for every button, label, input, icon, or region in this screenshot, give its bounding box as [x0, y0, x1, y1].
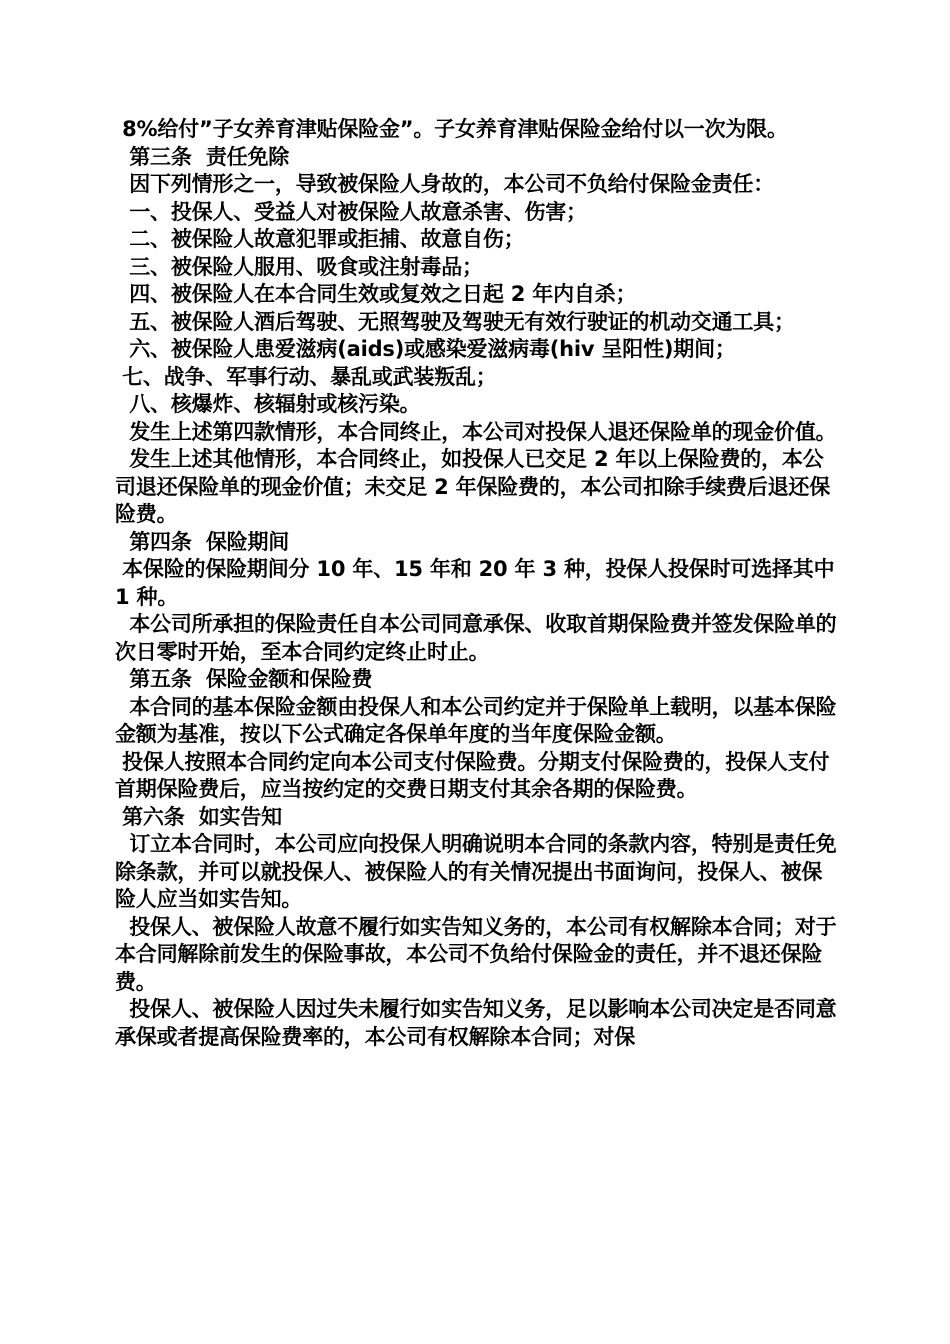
list-item: 八、核爆炸、核辐射或核污染。: [115, 392, 421, 416]
list-item: 一、投保人、受益人对被保险人故意杀害、伤害；: [115, 199, 587, 224]
paragraph: 本公司所承担的保险责任自本公司同意承保、收取首期保险费并签发保险单的次日零时开始，至本合同约定终止时止。: [115, 612, 837, 664]
paragraph: 发生上述其他情形，本合同终止，如投保人已交足 2 年以上保险费的，本公司退还保险单的现金价值；未交足 2 年保险费的，本公司扣除手续费后退还保险费。: [115, 447, 831, 526]
paragraph: 投保人、被保险人因过失未履行如实告知义务，足以影响本公司决定是否同意承保或者提高保险费率的，本公司有权解除本合同；对保: [115, 997, 837, 1049]
list-item: 四、被保险人在本合同生效或复效之日起 2 年内自杀；: [115, 282, 637, 306]
paragraph: 因下列情形之一，导致被保险人身故的，本公司不负给付保险金责任：: [115, 172, 775, 196]
document-body: [115, 116, 842, 1051]
paragraph: 本合同的基本保险金额由投保人和本公司约定并于保险单上载明，以基本保险金额为基准，按以下公式确定各保单年度的当年度保险金额。: [115, 694, 837, 746]
section-heading-3: 第三条 责任免除: [115, 144, 290, 169]
section-heading-6: 第六条 如实告知: [115, 804, 282, 829]
paragraph: 订立本合同时，本公司应向投保人明确说明本合同的条款内容，特别是责任免除条款，并可以就投保人、被保险人的有关情况提出书面询问，投保人、被保险人应当如实告知。: [115, 832, 837, 911]
paragraph: 投保人、被保险人故意不履行如实告知义务的，本公司有权解除本合同；对于本合同解除前发生的保险事故，本公司不负给付保险金的责任，并不退还保险费。: [115, 914, 837, 994]
section-heading-5: 第五条 保险金额和保险费: [115, 667, 373, 691]
paragraph: 本保险的保险期间分 10 年、15 年和 20 年 3 种，投保人投保时可选择其中 1 种。: [115, 557, 842, 609]
list-item: 七、战争、军事行动、暴乱或武装叛乱；: [115, 364, 497, 389]
section-heading-4: 第四条 保险期间: [115, 529, 290, 554]
list-item: 二、被保险人故意犯罪或拒捕、故意自伤；: [115, 227, 525, 251]
list-item: 六、被保险人患爱滋病(aids)或感染爱滋病毒(hiv 呈阳性)期间；: [115, 337, 736, 361]
paragraph: 投保人按照本合同约定向本公司支付保险费。分期支付保险费的，投保人支付首期保险费后，应当按约定的交费日期支付其余各期的保险费。: [115, 749, 830, 801]
list-item: 五、被保险人酒后驾驶、无照驾驶及驾驶无有效行驶证的机动交通工具；: [115, 309, 795, 334]
paragraph: 8%给付”子女养育津贴保险金”。子女养育津贴保险金给付以一次为限。: [115, 117, 788, 141]
list-item: 三、被保险人服用、吸食或注射毒品；: [115, 254, 483, 279]
paragraph: 发生上述第四款情形，本合同终止，本公司对投保人退还保险单的现金价值。: [115, 419, 837, 444]
